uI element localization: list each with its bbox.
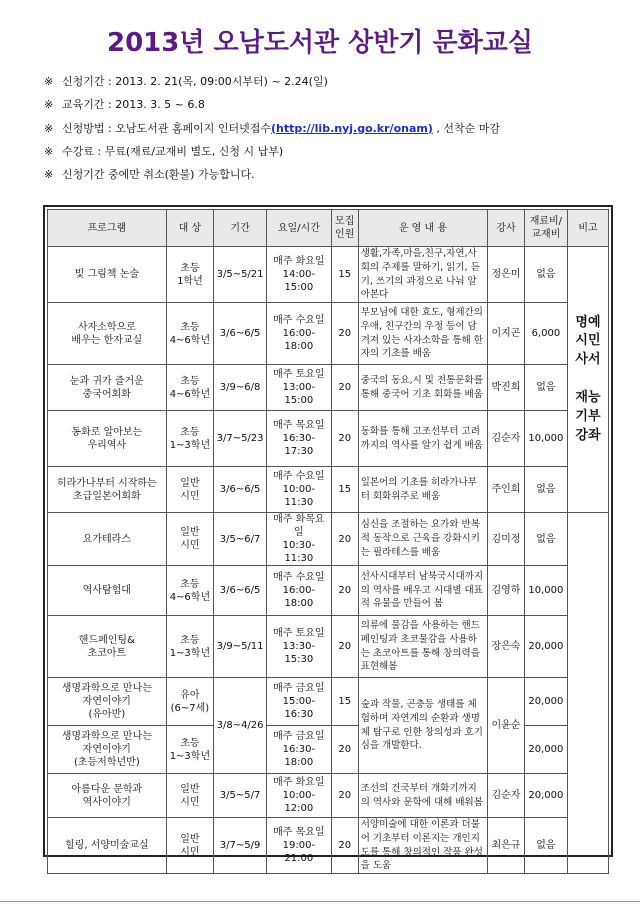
cell-material: 없음 [524, 247, 567, 303]
cell-period: 3/5~6/7 [214, 513, 267, 566]
table-row [48, 678, 609, 726]
cell-period: 3/7~5/9 [214, 818, 267, 874]
cell-program: 힐링, 서양미술교실 [48, 818, 167, 874]
cell-capacity: 15 [331, 247, 358, 303]
program-table [47, 209, 609, 874]
cell-material: 없음 [524, 513, 567, 566]
cell-capacity: 15 [331, 678, 358, 726]
cell-material: 6,000 [524, 303, 567, 365]
cell-capacity: 20 [331, 616, 358, 678]
table-row [48, 818, 609, 874]
cell-target: 초등 1~3학년 [166, 616, 213, 678]
cell-instructor: 정은미 [488, 247, 525, 303]
table-row [48, 467, 609, 513]
cell-program: 생명과학으로 만나는 자연이야기 (초등저학년반) [48, 726, 167, 774]
side-note: 명예 시민 사서 재능 기부 강좌 [567, 247, 608, 513]
cell-material: 없음 [524, 818, 567, 874]
cell-material: 20,000 [524, 678, 567, 726]
cell-program: 아름다운 문학과 역사이야기 [48, 774, 167, 818]
table-row [48, 513, 609, 566]
cell-period: 3/7~5/23 [214, 411, 267, 467]
cell-capacity: 20 [331, 365, 358, 411]
cell-instructor: 이지곤 [488, 303, 525, 365]
cell-program: 빛 그림책 논술 [48, 247, 167, 303]
cell-content: 숲과 작물, 곤충등 생태를 체험하며 자연계의 순환과 생명체 탐구로 인한 창의성과 호기심을 개발한다. [358, 678, 487, 774]
cell-day-time: 매주 화요일 14:00-15:00 [267, 247, 332, 303]
cell-target: 초등 1~3학년 [166, 411, 213, 467]
cell-period: 3/5~5/21 [214, 247, 267, 303]
cell-material: 10,000 [524, 411, 567, 467]
header-note: 비고 [567, 210, 608, 247]
table-row [48, 726, 609, 774]
info-cancel: ※ 신청기간 중에만 취소(환불) 가능합니다. [44, 168, 255, 182]
header-instructor: 강사 [488, 210, 525, 247]
cell-instructor: 김영하 [488, 566, 525, 616]
page-title: 2013년 오남도서관 상반기 문화교실 [106, 28, 534, 58]
cell-target: 일반 시민 [166, 774, 213, 818]
table-row [48, 774, 609, 818]
cell-content: 심신을 조절하는 요가와 반복적 동작으로 근육을 강화시키는 필라테스를 배움 [358, 513, 487, 566]
header-period: 기간 [214, 210, 267, 247]
cell-period: 3/6~6/5 [214, 467, 267, 513]
cell-material: 20,000 [524, 774, 567, 818]
cell-target: 유아 (6~7세) [166, 678, 213, 726]
table-row [48, 303, 609, 365]
info-apply-period: ※ 신청기간 : 2013. 2. 21(목, 09:00시부터) ~ 2.24(일) [44, 75, 328, 88]
cell-capacity: 20 [331, 513, 358, 566]
table-row [48, 411, 609, 467]
cell-capacity: 20 [331, 726, 358, 774]
header-capacity: 모집 인원 [331, 210, 358, 247]
cell-instructor: 이윤순 [488, 678, 525, 774]
cell-program: 눈과 귀가 즐거운 중국어회화 [48, 365, 167, 411]
info-fee: ※ 수강료 : 무료(재료/교재비 별도, 신청 시 납부) [44, 144, 284, 158]
cell-content: 생활,가족,마을,친구,자연,사회의 주제를 말하기, 읽기, 듣기, 쓰기의 과정으로 나눠 알아본다 [358, 247, 487, 303]
cell-day-time: 매주 수요일 16:00-18:00 [267, 566, 332, 616]
cell-content: 동화를 통해 고조선부터 고려까지의 역사를 알기 쉽게 배움 [358, 411, 487, 467]
cell-period: 3/6~6/5 [214, 566, 267, 616]
table-header-row [48, 210, 609, 247]
cell-target: 일반 시민 [166, 513, 213, 566]
cell-day-time: 매주 목요일 19:00-21:00 [267, 818, 332, 874]
cell-instructor: 주인희 [488, 467, 525, 513]
cell-program: 요가테라스 [48, 513, 167, 566]
cell-capacity: 15 [331, 467, 358, 513]
cell-material: 20,000 [524, 616, 567, 678]
cell-material: 20,000 [524, 726, 567, 774]
info-section [44, 70, 624, 186]
info-apply-method: ※ 신청방법 : 오남도서관 홈페이지 인터넷접수(http://lib.nyj.go.kr/onam) , 선착순 마감 [44, 121, 500, 135]
table-row [48, 247, 609, 303]
cell-instructor: 장은숙 [488, 616, 525, 678]
cell-capacity: 20 [331, 774, 358, 818]
cell-program: 핸드페인팅& 초코아트 [48, 616, 167, 678]
cell-target: 초등 4~6학년 [166, 303, 213, 365]
homepage-link[interactable]: (http://lib.nyj.go.kr/onam) [270, 121, 433, 135]
cell-day-time: 매주 금요일 15:00-16:30 [267, 678, 332, 726]
header-program: 프로그램 [48, 210, 167, 247]
cell-instructor: 김순자 [488, 774, 525, 818]
cell-target: 초등 4~6학년 [166, 365, 213, 411]
header-material: 재료비/교재비 [524, 210, 567, 247]
cell-target: 일반 시민 [166, 467, 213, 513]
cell-target: 초등 4~6학년 [166, 566, 213, 616]
cell-capacity: 20 [331, 566, 358, 616]
cell-day-time: 매주 토요일 13:00-15:00 [267, 365, 332, 411]
cell-program: 역사탐험대 [48, 566, 167, 616]
cell-instructor: 최은규 [488, 818, 525, 874]
cell-day-time: 매주 수요일 10:00-11:30 [267, 467, 332, 513]
cell-material: 10,000 [524, 566, 567, 616]
cell-period: 3/8~4/26 [214, 678, 267, 774]
cell-program: 동화로 알아보는 우리역사 [48, 411, 167, 467]
header-content: 운 영 내 용 [358, 210, 487, 247]
cell-period: 3/5~5/7 [214, 774, 267, 818]
cell-period: 3/6~6/5 [214, 303, 267, 365]
cell-program: 사자소학으로 배우는 한자교실 [48, 303, 167, 365]
cell-note-empty [567, 513, 608, 874]
cell-target: 일반 시민 [166, 818, 213, 874]
table-row [48, 365, 609, 411]
header-target: 대 상 [166, 210, 213, 247]
cell-content: 중국의 동요,시 및 전통문화를 통해 중국어 기초 회화를 배움 [358, 365, 487, 411]
cell-day-time: 매주 화목요일 10:30-11:30 [267, 513, 332, 566]
cell-period: 3/9~6/8 [214, 365, 267, 411]
cell-material: 없음 [524, 365, 567, 411]
cell-program: 생명과학으로 만나는 자연이야기 (유아반) [48, 678, 167, 726]
cell-instructor: 김미정 [488, 513, 525, 566]
cell-program: 히라가나부터 시작하는 초급일본어회화 [48, 467, 167, 513]
table-row [48, 616, 609, 678]
cell-material: 없음 [524, 467, 567, 513]
cell-day-time: 매주 토요일 13:30-15:30 [267, 616, 332, 678]
cell-content: 서양미술에 대한 이론과 더불어 기초부터 이론지는 개인지도를 통해 창의적인 작품 완성을 도움 [358, 818, 487, 874]
cell-content: 의류에 물감을 사용하는 핸드페인팅과 초코물감을 사용하는 초코아트를 통해 창의력을 표현해봄 [358, 616, 487, 678]
cell-target: 초등 1~3학년 [166, 726, 213, 774]
cell-content: 일본어의 기초를 히라가나부터 회화위주로 배움 [358, 467, 487, 513]
cell-day-time: 매주 금요일 16:30-18:00 [267, 726, 332, 774]
cell-capacity: 20 [331, 303, 358, 365]
cell-content: 조선의 건국부터 개화기까지의 역사와 문학에 대해 배워봄 [358, 774, 487, 818]
cell-content: 선사시대부터 남북국시대까지의 역사를 배우고 시대별 대표적 유물을 만들어 봄 [358, 566, 487, 616]
cell-instructor: 김순자 [488, 411, 525, 467]
cell-capacity: 20 [331, 818, 358, 874]
cell-day-time: 매주 목요일 16:30-17:30 [267, 411, 332, 467]
cell-day-time: 매주 수요일 16:00-18:00 [267, 303, 332, 365]
cell-content: 부모님에 대한 효도, 형제간의 우애, 친구간의 우정 등이 담겨져 있는 사자소학을 통해 한자의 기초를 배움 [358, 303, 487, 365]
header-day-time: 요일/시간 [267, 210, 332, 247]
bottom-rule [0, 901, 640, 902]
cell-capacity: 20 [331, 411, 358, 467]
table-row [48, 566, 609, 616]
cell-instructor: 박진희 [488, 365, 525, 411]
cell-day-time: 매주 화요일 10:00-12:00 [267, 774, 332, 818]
info-edu-period: ※ 교육기간 : 2013. 3. 5 ~ 6.8 [44, 98, 205, 112]
cell-target: 초등 1학년 [166, 247, 213, 303]
cell-period: 3/9~5/11 [214, 616, 267, 678]
